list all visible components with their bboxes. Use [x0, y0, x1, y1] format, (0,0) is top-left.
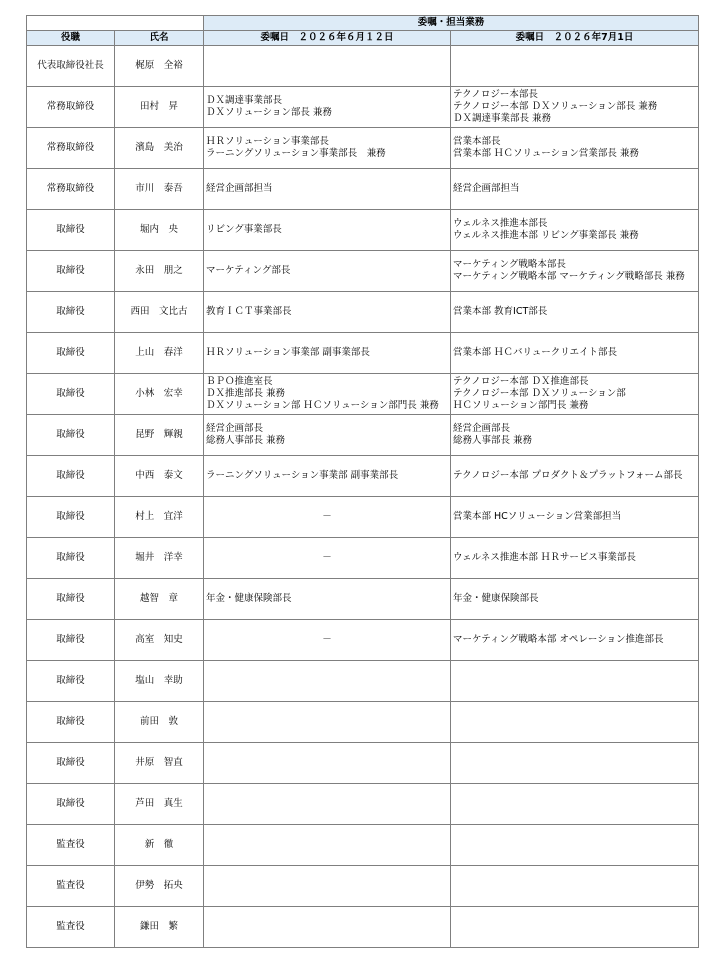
name-cell: 中西 泰文	[115, 456, 204, 497]
duty-cell-date1	[204, 784, 451, 825]
duty-line: ＤＸ調達事業部長 兼務	[453, 113, 552, 124]
table-row	[27, 866, 699, 907]
duty-cell-date1	[204, 169, 451, 210]
duty-line: ＤＸ推進部長 兼務	[206, 388, 286, 399]
duty-line: ＨＲソリューション事業部長	[206, 136, 329, 147]
name-cell: 西田 文比古	[115, 292, 204, 333]
duty-cell-date2	[451, 46, 699, 87]
duty-line: 営業本部長	[453, 136, 501, 147]
duty-line: 教育ＩＣＴ事業部長	[206, 306, 292, 317]
table-row	[27, 456, 699, 497]
duty-cell-date1	[204, 661, 451, 702]
duty-cell-date2	[451, 784, 699, 825]
name-cell: 濱島 美治	[115, 128, 204, 169]
duty-line: ラーニングソリューション事業部 副事業部長	[206, 470, 399, 481]
role-cell: 代表取締役社長	[27, 46, 115, 87]
duty-cell-date2	[451, 251, 699, 292]
role-cell: 監査役	[27, 907, 115, 948]
officer-assignment-table	[26, 15, 699, 948]
duty-line: －	[322, 552, 332, 563]
duty-cell-date1	[204, 538, 451, 579]
duty-line: 営業本部 ＨＣバリュークリエイト部長	[453, 347, 618, 358]
header-group-row	[27, 16, 699, 31]
duty-cell-date1	[204, 210, 451, 251]
duty-cell-date2	[451, 169, 699, 210]
role-cell: 取締役	[27, 210, 115, 251]
table-row	[27, 415, 699, 456]
name-cell: 伊勢 拓央	[115, 866, 204, 907]
duty-cell-date1	[204, 292, 451, 333]
table-row	[27, 333, 699, 374]
duty-line: マーケティング戦略本部 オペレーション推進部長	[453, 634, 664, 645]
table-row	[27, 579, 699, 620]
table-row	[27, 661, 699, 702]
table-row	[27, 169, 699, 210]
duty-cell-date1	[204, 456, 451, 497]
duty-line: ウェルネス推進本部長	[453, 218, 548, 229]
role-cell: 常務取締役	[27, 87, 115, 128]
duty-cell-date2	[451, 456, 699, 497]
duty-line: 総務人事部長 兼務	[453, 435, 533, 446]
table-row	[27, 251, 699, 292]
duty-line: テクノロジー本部 ＤＸソリューション部長 兼務	[453, 101, 658, 112]
duty-line: 営業本部 HCソリューション営業部担当	[453, 511, 622, 522]
duty-cell-date1	[204, 128, 451, 169]
role-cell: 取締役	[27, 374, 115, 415]
duty-cell-date2	[451, 661, 699, 702]
duty-cell-date1	[204, 866, 451, 907]
name-cell: 永田 朋之	[115, 251, 204, 292]
name-cell: 塩山 幸助	[115, 661, 204, 702]
duty-cell-date2	[451, 579, 699, 620]
table-body	[27, 46, 699, 948]
duty-line: ウェルネス推進本部 ＨＲサービス事業部長	[453, 552, 636, 563]
duty-line: －	[322, 511, 332, 522]
duty-line: 経営企画部長	[453, 423, 511, 434]
table-row	[27, 46, 699, 87]
table-row	[27, 784, 699, 825]
role-cell: 取締役	[27, 743, 115, 784]
duty-line: 経営企画部長	[206, 423, 264, 434]
header-group-title: 委嘱・担当業務	[204, 16, 699, 31]
duty-cell-date1	[204, 497, 451, 538]
duty-line: 営業本部 教育ICT部長	[453, 306, 548, 317]
name-cell: 上山 春洋	[115, 333, 204, 374]
duty-cell-date2	[451, 497, 699, 538]
header-role: 役職	[27, 31, 115, 46]
duty-line: ＨＣソリューション部門長 兼務	[453, 400, 589, 411]
header-date2: 委嘱日 ２０２６年7月1日	[451, 31, 699, 46]
table-row	[27, 87, 699, 128]
header-blank-cell	[27, 16, 204, 31]
header-date1: 委嘱日 ２０２６年６月１２日	[204, 31, 451, 46]
name-cell: 昆野 輝親	[115, 415, 204, 456]
duty-cell-date1	[204, 620, 451, 661]
duty-line: ウェルネス推進本部 リビング事業部長 兼務	[453, 230, 639, 241]
name-cell: 村上 宜洋	[115, 497, 204, 538]
table-row	[27, 907, 699, 948]
duty-line: テクノロジー本部長	[453, 89, 538, 100]
duty-cell-date1	[204, 251, 451, 292]
name-cell: 芦田 真生	[115, 784, 204, 825]
role-cell: 監査役	[27, 866, 115, 907]
table-row	[27, 292, 699, 333]
duty-line: 年金・健康保険部長	[206, 593, 292, 604]
duty-line: テクノロジー本部 プロダクト＆プラットフォーム部長	[453, 470, 683, 481]
role-cell: 常務取締役	[27, 169, 115, 210]
header-name: 氏名	[115, 31, 204, 46]
table-row	[27, 538, 699, 579]
duty-cell-date1	[204, 46, 451, 87]
duty-line: リビング事業部長	[206, 224, 282, 235]
table-row	[27, 497, 699, 538]
duty-line: テクノロジー本部 ＤＸ推進部長	[453, 376, 589, 387]
duty-cell-date2	[451, 866, 699, 907]
name-cell: 新 徹	[115, 825, 204, 866]
duty-line: 営業本部 ＨＣソリューション営業部長 兼務	[453, 148, 639, 159]
duty-line: ＤＸ調達事業部長	[206, 95, 283, 106]
duty-cell-date1	[204, 579, 451, 620]
duty-line: マーケティング戦略本部長	[453, 259, 566, 270]
duty-line: 年金・健康保険部長	[453, 593, 539, 604]
name-cell: 高室 知史	[115, 620, 204, 661]
table-row	[27, 743, 699, 784]
duty-line: 総務人事部長 兼務	[206, 435, 286, 446]
duty-cell-date2	[451, 292, 699, 333]
duty-cell-date1	[204, 87, 451, 128]
duty-line: テクノロジー本部 ＤＸソリューション部	[453, 388, 626, 399]
duty-cell-date2	[451, 374, 699, 415]
role-cell: 取締役	[27, 456, 115, 497]
table-row	[27, 128, 699, 169]
role-cell: 取締役	[27, 579, 115, 620]
role-cell: 取締役	[27, 333, 115, 374]
role-cell: 取締役	[27, 538, 115, 579]
duty-cell-date2	[451, 210, 699, 251]
duty-line: ＢＰＯ推進室長	[206, 376, 273, 387]
duty-cell-date2	[451, 620, 699, 661]
role-cell: 取締役	[27, 251, 115, 292]
role-cell: 取締役	[27, 620, 115, 661]
table-row	[27, 374, 699, 415]
name-cell: 梶原 全裕	[115, 46, 204, 87]
duty-cell-date1	[204, 743, 451, 784]
duty-cell-date1	[204, 333, 451, 374]
name-cell: 井原 智直	[115, 743, 204, 784]
duty-line: ＨＲソリューション事業部 副事業部長	[206, 347, 370, 358]
name-cell: 前田 敦	[115, 702, 204, 743]
name-cell: 堀内 央	[115, 210, 204, 251]
table-row	[27, 825, 699, 866]
duty-line: 経営企画部担当	[206, 183, 273, 194]
role-cell: 取締役	[27, 702, 115, 743]
role-cell: 取締役	[27, 292, 115, 333]
duty-cell-date2	[451, 87, 699, 128]
role-cell: 監査役	[27, 825, 115, 866]
duty-line: マーケティング戦略本部 マーケティング戦略部長 兼務	[453, 271, 685, 282]
duty-cell-date2	[451, 743, 699, 784]
role-cell: 取締役	[27, 784, 115, 825]
duty-line: 経営企画部担当	[453, 183, 520, 194]
duty-cell-date2	[451, 128, 699, 169]
table-row	[27, 620, 699, 661]
duty-cell-date2	[451, 333, 699, 374]
duty-cell-date2	[451, 825, 699, 866]
header-column-row	[27, 31, 699, 46]
role-cell: 取締役	[27, 497, 115, 538]
duty-cell-date2	[451, 538, 699, 579]
officer-table-container	[26, 15, 698, 948]
name-cell: 小林 宏幸	[115, 374, 204, 415]
duty-cell-date2	[451, 907, 699, 948]
duty-cell-date1	[204, 825, 451, 866]
duty-cell-date1	[204, 907, 451, 948]
duty-cell-date2	[451, 415, 699, 456]
duty-line: ＤＸソリューション部長 兼務	[206, 107, 332, 118]
duty-line: マーケティング部長	[206, 265, 291, 276]
duty-line: ＤＸソリューション部 ＨＣソリューション部門長 兼務	[206, 400, 439, 411]
duty-cell-date2	[451, 702, 699, 743]
duty-cell-date1	[204, 374, 451, 415]
name-cell: 堀井 洋幸	[115, 538, 204, 579]
duty-cell-date1	[204, 702, 451, 743]
name-cell: 鎌田 繁	[115, 907, 204, 948]
name-cell: 田村 昇	[115, 87, 204, 128]
duty-line: ラーニングソリューション事業部長 兼務	[206, 148, 386, 159]
role-cell: 常務取締役	[27, 128, 115, 169]
duty-line: －	[322, 634, 332, 645]
name-cell: 市川 泰吾	[115, 169, 204, 210]
name-cell: 越智 章	[115, 579, 204, 620]
table-row	[27, 702, 699, 743]
role-cell: 取締役	[27, 661, 115, 702]
role-cell: 取締役	[27, 415, 115, 456]
table-row	[27, 210, 699, 251]
duty-cell-date1	[204, 415, 451, 456]
